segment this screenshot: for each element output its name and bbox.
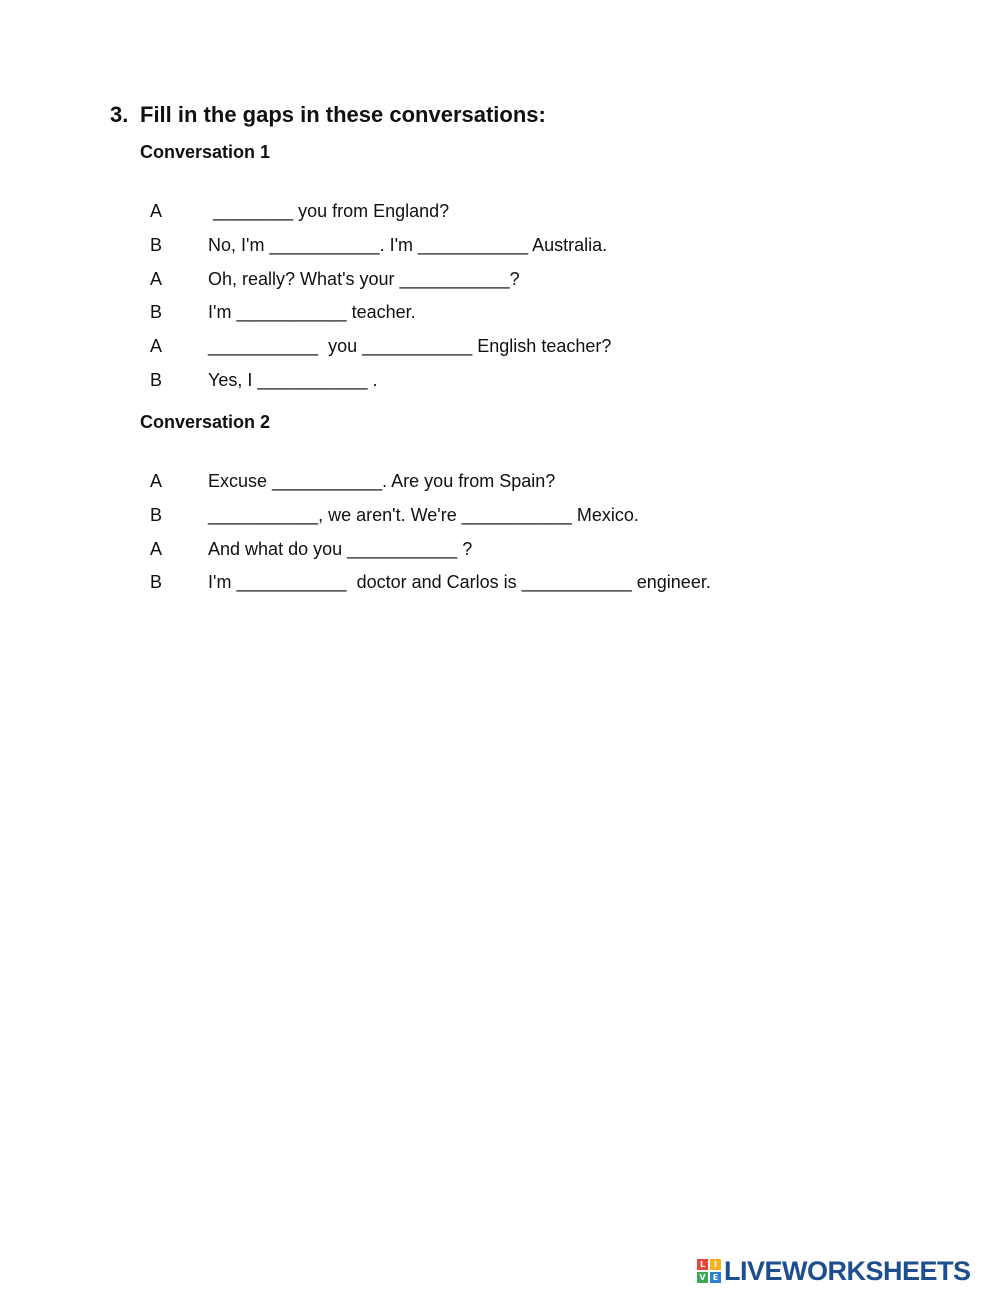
speaker-label: B	[150, 302, 163, 322]
conversation-2-line	[140, 546, 711, 592]
logo-tile: L	[697, 1259, 708, 1270]
logo-tile: V	[697, 1272, 708, 1283]
line-text: I'm ___________ doctor and Carlos is ___________ engineer.	[208, 572, 711, 592]
logo-tile: E	[710, 1272, 721, 1283]
conversation-2-line	[140, 445, 556, 491]
conversation-1-line	[140, 209, 608, 255]
speaker-label: A	[150, 269, 163, 289]
conversation-1-line	[140, 276, 416, 322]
speaker-label: B	[150, 572, 163, 592]
speaker-label: A	[150, 471, 163, 491]
line-text: ________ you from England?	[208, 201, 450, 221]
speaker-label: B	[150, 235, 163, 255]
conversation-1-line	[140, 175, 450, 221]
line-text: And what do you ___________ ?	[208, 539, 473, 559]
conversation-1-line	[140, 344, 378, 390]
liveworksheets-logo	[697, 1255, 971, 1287]
conversation-1-line	[140, 243, 520, 289]
conversation-1-line	[140, 310, 612, 356]
speaker-label: A	[150, 539, 163, 559]
line-text: No, I'm ___________. I'm ___________ Australia.	[208, 235, 608, 255]
logo-text: LIVEWORKSHEETS	[724, 1255, 971, 1286]
speaker-label: B	[150, 505, 163, 525]
conversation-1-title: Conversation 1	[140, 142, 271, 162]
line-text: ___________, we aren't. We're ___________ Mexico.	[208, 505, 639, 525]
speaker-label: A	[150, 336, 163, 356]
conversation-2-line	[140, 479, 639, 525]
line-text: Yes, I ___________ .	[208, 370, 378, 390]
line-text: ___________ you ___________ English teacher?	[208, 336, 612, 356]
logo-tile: I	[710, 1259, 721, 1270]
question-title: Fill in the gaps in these conversations:	[140, 102, 546, 127]
conversation-2-line	[140, 513, 473, 559]
line-text: Excuse ___________. Are you from Spain?	[208, 471, 556, 491]
logo-tiles-icon	[697, 1259, 721, 1283]
question-heading	[110, 102, 546, 128]
line-text: Oh, really? What's your ___________?	[208, 269, 520, 289]
conversation-2-title: Conversation 2	[140, 412, 271, 432]
speaker-label: B	[150, 370, 163, 390]
line-text: I'm ___________ teacher.	[208, 302, 416, 322]
speaker-label: A	[150, 201, 163, 221]
question-number: 3.	[110, 102, 129, 127]
